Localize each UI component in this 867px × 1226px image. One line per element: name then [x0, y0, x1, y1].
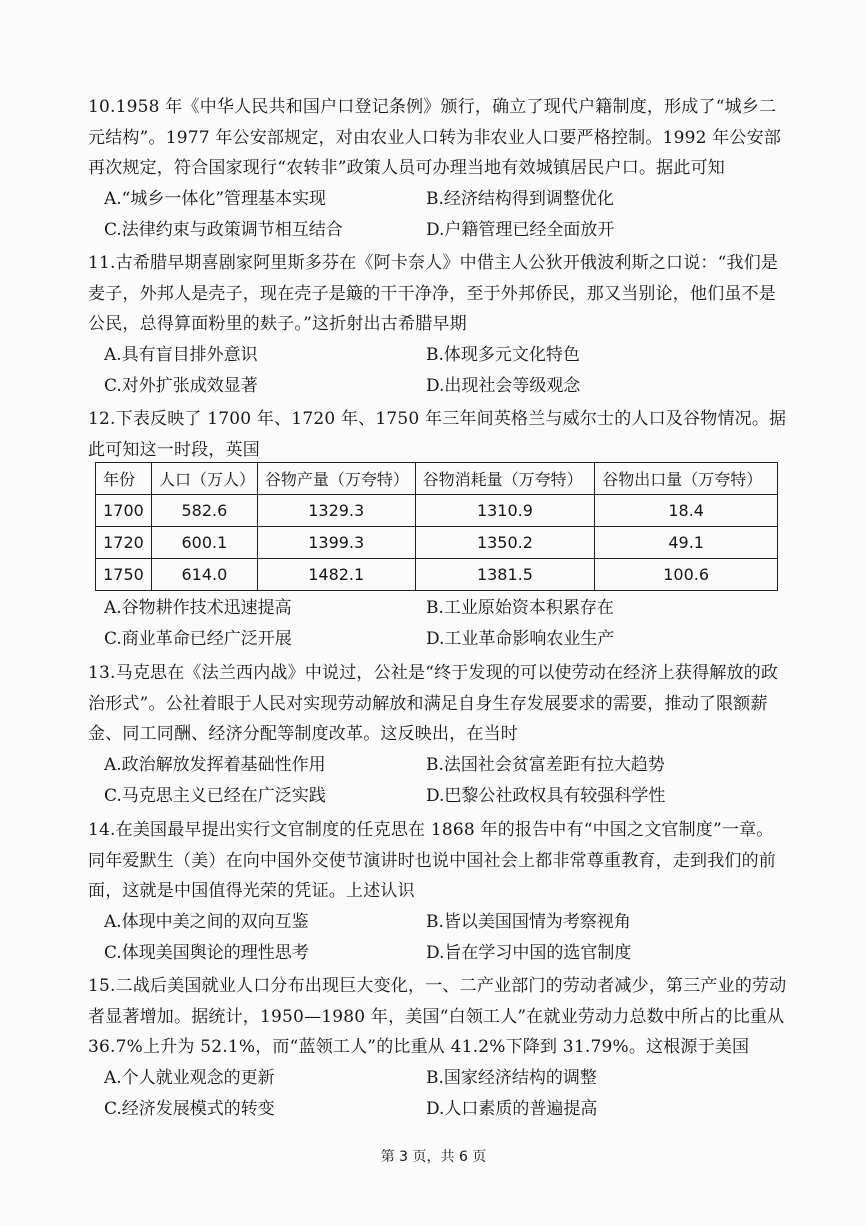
header-cell: 谷物产量（万夸特）	[257, 463, 415, 495]
export-cell: 49.1	[595, 527, 778, 559]
year-cell: 1720	[96, 527, 152, 559]
option-d: D.工业革命影响农业生产	[426, 629, 615, 649]
population-cell: 600.1	[151, 527, 257, 559]
option-d: D.出现社会等级观念	[426, 375, 581, 396]
option-b: B.法国社会贫富差距有拉大趋势	[426, 754, 665, 775]
question-13	[88, 658, 788, 812]
question-stem: 12.下表反映了 1700 年、1720 年、1750 年三年间英格兰与威尔士的人口及谷物情况。据此可知这一时段，英国	[88, 409, 787, 460]
option-c: C.对外扩张成效显著	[104, 375, 258, 396]
question-14	[88, 815, 788, 969]
option-c: C.法律约束与政策调节相互结合	[104, 219, 343, 240]
table-row	[96, 559, 778, 591]
export-cell: 100.6	[595, 559, 778, 591]
option-d: D.旨在学习中国的选官制度	[426, 942, 632, 963]
consumption-cell: 1381.5	[415, 559, 595, 591]
option-b: B.国家经济结构的调整	[426, 1067, 597, 1088]
option-c: C.马克思主义已经在广泛实践	[104, 785, 326, 806]
year-cell: 1750	[96, 559, 152, 591]
page-footer: 第 3 页，共 6 页	[380, 1149, 487, 1165]
output-cell: 1329.3	[257, 495, 415, 527]
table-row	[96, 495, 778, 527]
option-b: B.皆以美国国情为考察视角	[426, 911, 631, 932]
population-grain-table	[95, 462, 778, 591]
option-d: D.巴黎公社政权具有较强科学性	[426, 785, 666, 806]
question-15	[88, 971, 788, 1125]
question-12-options	[88, 593, 788, 655]
options	[104, 340, 788, 402]
option-c: C.体现美国舆论的理性思考	[104, 942, 309, 963]
option-c: C.经济发展模式的转变	[104, 1098, 275, 1119]
header-cell: 谷物消耗量（万夸特）	[415, 463, 595, 495]
question-12	[88, 404, 788, 465]
export-cell: 18.4	[595, 495, 778, 527]
output-cell: 1482.1	[257, 559, 415, 591]
population-cell: 614.0	[151, 559, 257, 591]
question-stem: 13.马克思在《法兰西内战》中说过，公社是“终于发现的可以使劳动在经济上获得解放的政治形式”。公社着眼于人民对实现劳动解放和满足自身生存发展要求的需要，推动了限额薪金、同工同酬、经济分配等制度改革。这反映出，在当时	[88, 663, 779, 744]
header-cell: 年份	[96, 463, 152, 495]
options	[104, 1063, 788, 1125]
options	[104, 907, 788, 969]
option-b: B.体现多元文化特色	[426, 344, 580, 365]
table-row	[96, 527, 778, 559]
option-c: C.商业革命已经广泛开展	[104, 629, 292, 649]
option-a: A.“城乡一体化”管理基本实现	[104, 188, 327, 209]
option-d: D.人口素质的普遍提高	[426, 1098, 598, 1119]
consumption-cell: 1350.2	[415, 527, 595, 559]
option-b: B.工业原始资本积累存在	[426, 598, 614, 618]
question-stem: 11.古希腊早期喜剧家阿里斯多芬在《阿卡奈人》中借主人公狄开俄波利斯之口说：“我们是麦子，外邦人是壳子，现在壳子是簸的干干净净，至于外邦侨民，那又当别论，他们虽不是公民，总得算面粉里的麸子。”这折射出古希腊早期	[88, 253, 779, 334]
option-a: A.谷物耕作技术迅速提高	[104, 598, 292, 618]
consumption-cell: 1310.9	[415, 495, 595, 527]
population-cell: 582.6	[151, 495, 257, 527]
options	[104, 750, 788, 812]
options	[104, 184, 788, 246]
option-a: A.个人就业观念的更新	[104, 1067, 275, 1088]
options	[104, 593, 788, 655]
question-stem: 14.在美国最早提出实行文官制度的任克思在 1868 年的报告中有“中国之文官制度”一章。同年爱默生（美）在向中国外交使节演讲时也说中国社会上都非常尊重教育，走到我们的前面，这就是中国值得光荣的凭证。上述认识	[88, 820, 776, 901]
question-stem: 15.二战后美国就业人口分布出现巨大变化，一、二产业部门的劳动者减少，第三产业的劳动者显著增加。据统计，1950—1980 年，美国“白领工人”在就业劳动力总数中所占的比重从 36.7%上升为 52.1%，而“蓝领工人”的比重从 41.2%下降到 31.79%。这根源于美国	[88, 976, 787, 1057]
output-cell: 1399.3	[257, 527, 415, 559]
table-header-row	[96, 463, 778, 495]
question-10	[88, 92, 788, 246]
option-a: A.体现中美之间的双向互鉴	[104, 911, 309, 932]
option-a: A.政治解放发挥着基础性作用	[104, 754, 326, 775]
option-d: D.户籍管理已经全面放开	[426, 219, 615, 240]
option-b: B.经济结构得到调整优化	[426, 188, 614, 209]
year-cell: 1700	[96, 495, 152, 527]
header-cell: 谷物出口量（万夸特）	[595, 463, 778, 495]
option-a: A.具有盲目排外意识	[104, 344, 258, 365]
question-stem: 10.1958 年《中华人民共和国户口登记条例》颁行，确立了现代户籍制度，形成了“城乡二元结构”。1977 年公安部规定，对由农业人口转为非农业人口要严格控制。1992 年公安部再次规定，符合国家现行“农转非”政策人员可办理当地有效城镇居民户口。据此可知	[88, 97, 782, 178]
question-11	[88, 248, 788, 402]
header-cell: 人口（万人）	[151, 463, 257, 495]
